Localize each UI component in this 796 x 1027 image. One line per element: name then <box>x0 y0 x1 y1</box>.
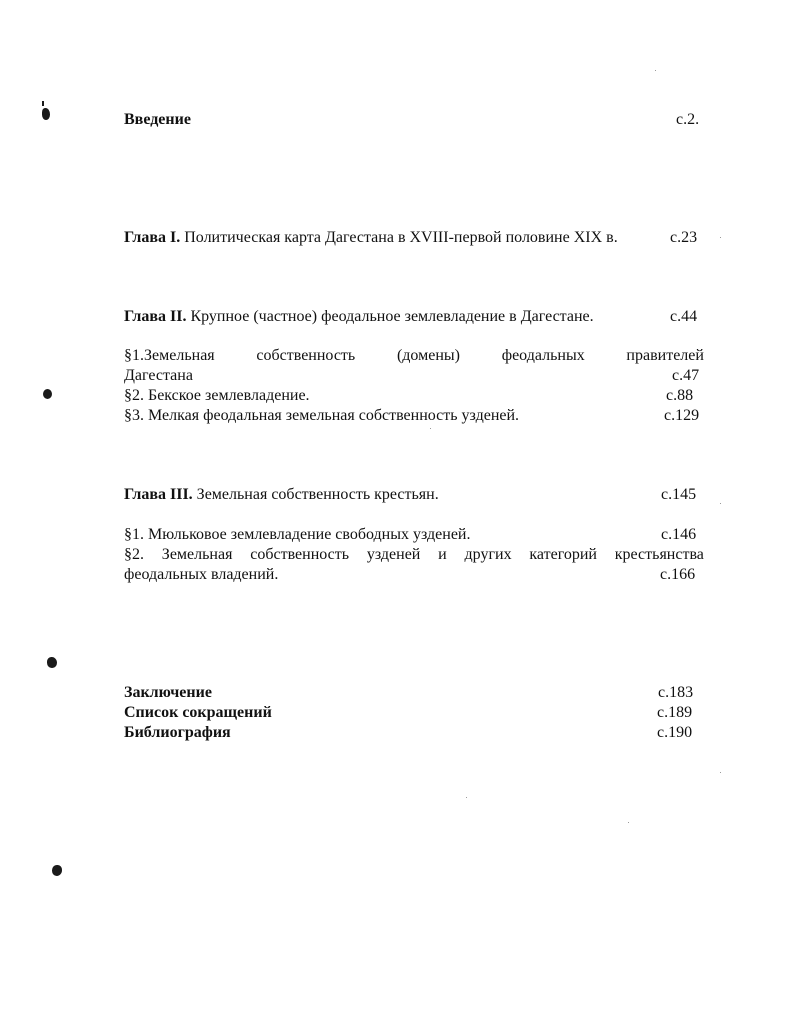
ch2-s2-text: §2. Бекское землевладение. <box>124 387 310 404</box>
ch3-s2-word: категорий <box>529 546 597 563</box>
toc-intro-page: с.2. <box>676 111 700 128</box>
ch2-s3-text: §3. Мелкая феодальная земельная собственность узденей. <box>124 407 520 424</box>
toc-intro <box>124 110 704 130</box>
ch2-s1-cont: Дагестана <box>124 367 193 384</box>
ch3-s2-word: §2. <box>124 546 144 563</box>
chapter-3-page: с.145 <box>661 486 697 503</box>
scan-speck <box>720 237 721 238</box>
scan-speck <box>720 772 721 773</box>
scan-speck <box>655 70 656 71</box>
ch3-s2-page: с.166 <box>660 566 696 583</box>
ch3-s1-page: с.146 <box>661 526 697 543</box>
ch3-s1-text: §1. Мюльковое землевладение свободных узденей. <box>124 526 471 543</box>
ch2-s1-word: §1.Земельная <box>124 347 215 364</box>
scan-mark <box>52 865 62 876</box>
chapter-3-title: Земельная собственность крестьян. <box>196 486 439 503</box>
ch3-section-1 <box>124 525 704 545</box>
ch3-s2-word: крестьянства <box>614 546 704 563</box>
toc-bibliography <box>124 723 704 743</box>
ch3-s2-word: собственность <box>250 546 350 563</box>
chapter-3-prefix: Глава III. <box>124 486 193 503</box>
toc-chapter-1 <box>124 228 704 248</box>
conclusion-page: с.183 <box>658 684 694 701</box>
scan-mark <box>42 108 50 120</box>
bibliography-page: с.190 <box>657 724 693 741</box>
toc-intro-label: Введение <box>124 111 191 128</box>
chapter-1-prefix: Глава I. <box>124 229 181 246</box>
ch2-section-1-line2 <box>124 366 704 386</box>
ch2-s1-word: правителей <box>626 347 704 364</box>
abbreviations-page: с.189 <box>657 704 693 721</box>
ch3-s2-word: узденей <box>366 546 421 563</box>
scan-mark <box>43 389 52 399</box>
conclusion-label: Заключение <box>124 684 212 701</box>
toc-chapter-2 <box>124 307 704 327</box>
ch3-s2-word: других <box>464 546 512 563</box>
scan-speck <box>430 428 431 429</box>
ch2-s1-word: (домены) <box>396 347 460 364</box>
scan-speck <box>466 797 467 798</box>
ch2-section-3 <box>124 406 704 426</box>
bibliography-label: Библиография <box>124 724 231 741</box>
ch3-section-2-line2 <box>124 565 704 585</box>
scan-speck <box>628 822 629 823</box>
ch2-s1-word: собственность <box>256 347 356 364</box>
ch2-s3-page: с.129 <box>664 407 700 424</box>
toc-conclusion <box>124 683 704 703</box>
ch3-s2-word: Земельная <box>161 546 233 563</box>
scan-speck <box>720 503 721 504</box>
ch3-s2-word: и <box>438 546 447 563</box>
chapter-2-title: Крупное (частное) феодальное землевладение в Дагестане. <box>190 308 594 325</box>
ch2-s1-word: феодальных <box>501 347 585 364</box>
ch3-section-2-line1 <box>124 545 704 565</box>
scan-mark <box>42 101 44 106</box>
abbreviations-label: Список сокращений <box>124 704 272 721</box>
ch2-s1-page: с.47 <box>672 367 700 384</box>
ch2-section-2 <box>124 386 704 406</box>
ch2-section-1-line1 <box>124 346 704 366</box>
ch3-s2-cont: феодальных владений. <box>124 566 279 583</box>
ch2-s2-page: с.88 <box>666 387 694 404</box>
chapter-2-prefix: Глава II. <box>124 308 187 325</box>
scan-mark <box>47 657 57 668</box>
toc-chapter-3 <box>124 485 704 505</box>
toc-abbreviations <box>124 703 704 723</box>
chapter-1-page: с.23 <box>670 229 698 246</box>
chapter-1-title: Политическая карта Дагестана в XVIII-первой половине XIX в. <box>184 229 618 246</box>
chapter-2-page: с.44 <box>670 308 698 325</box>
